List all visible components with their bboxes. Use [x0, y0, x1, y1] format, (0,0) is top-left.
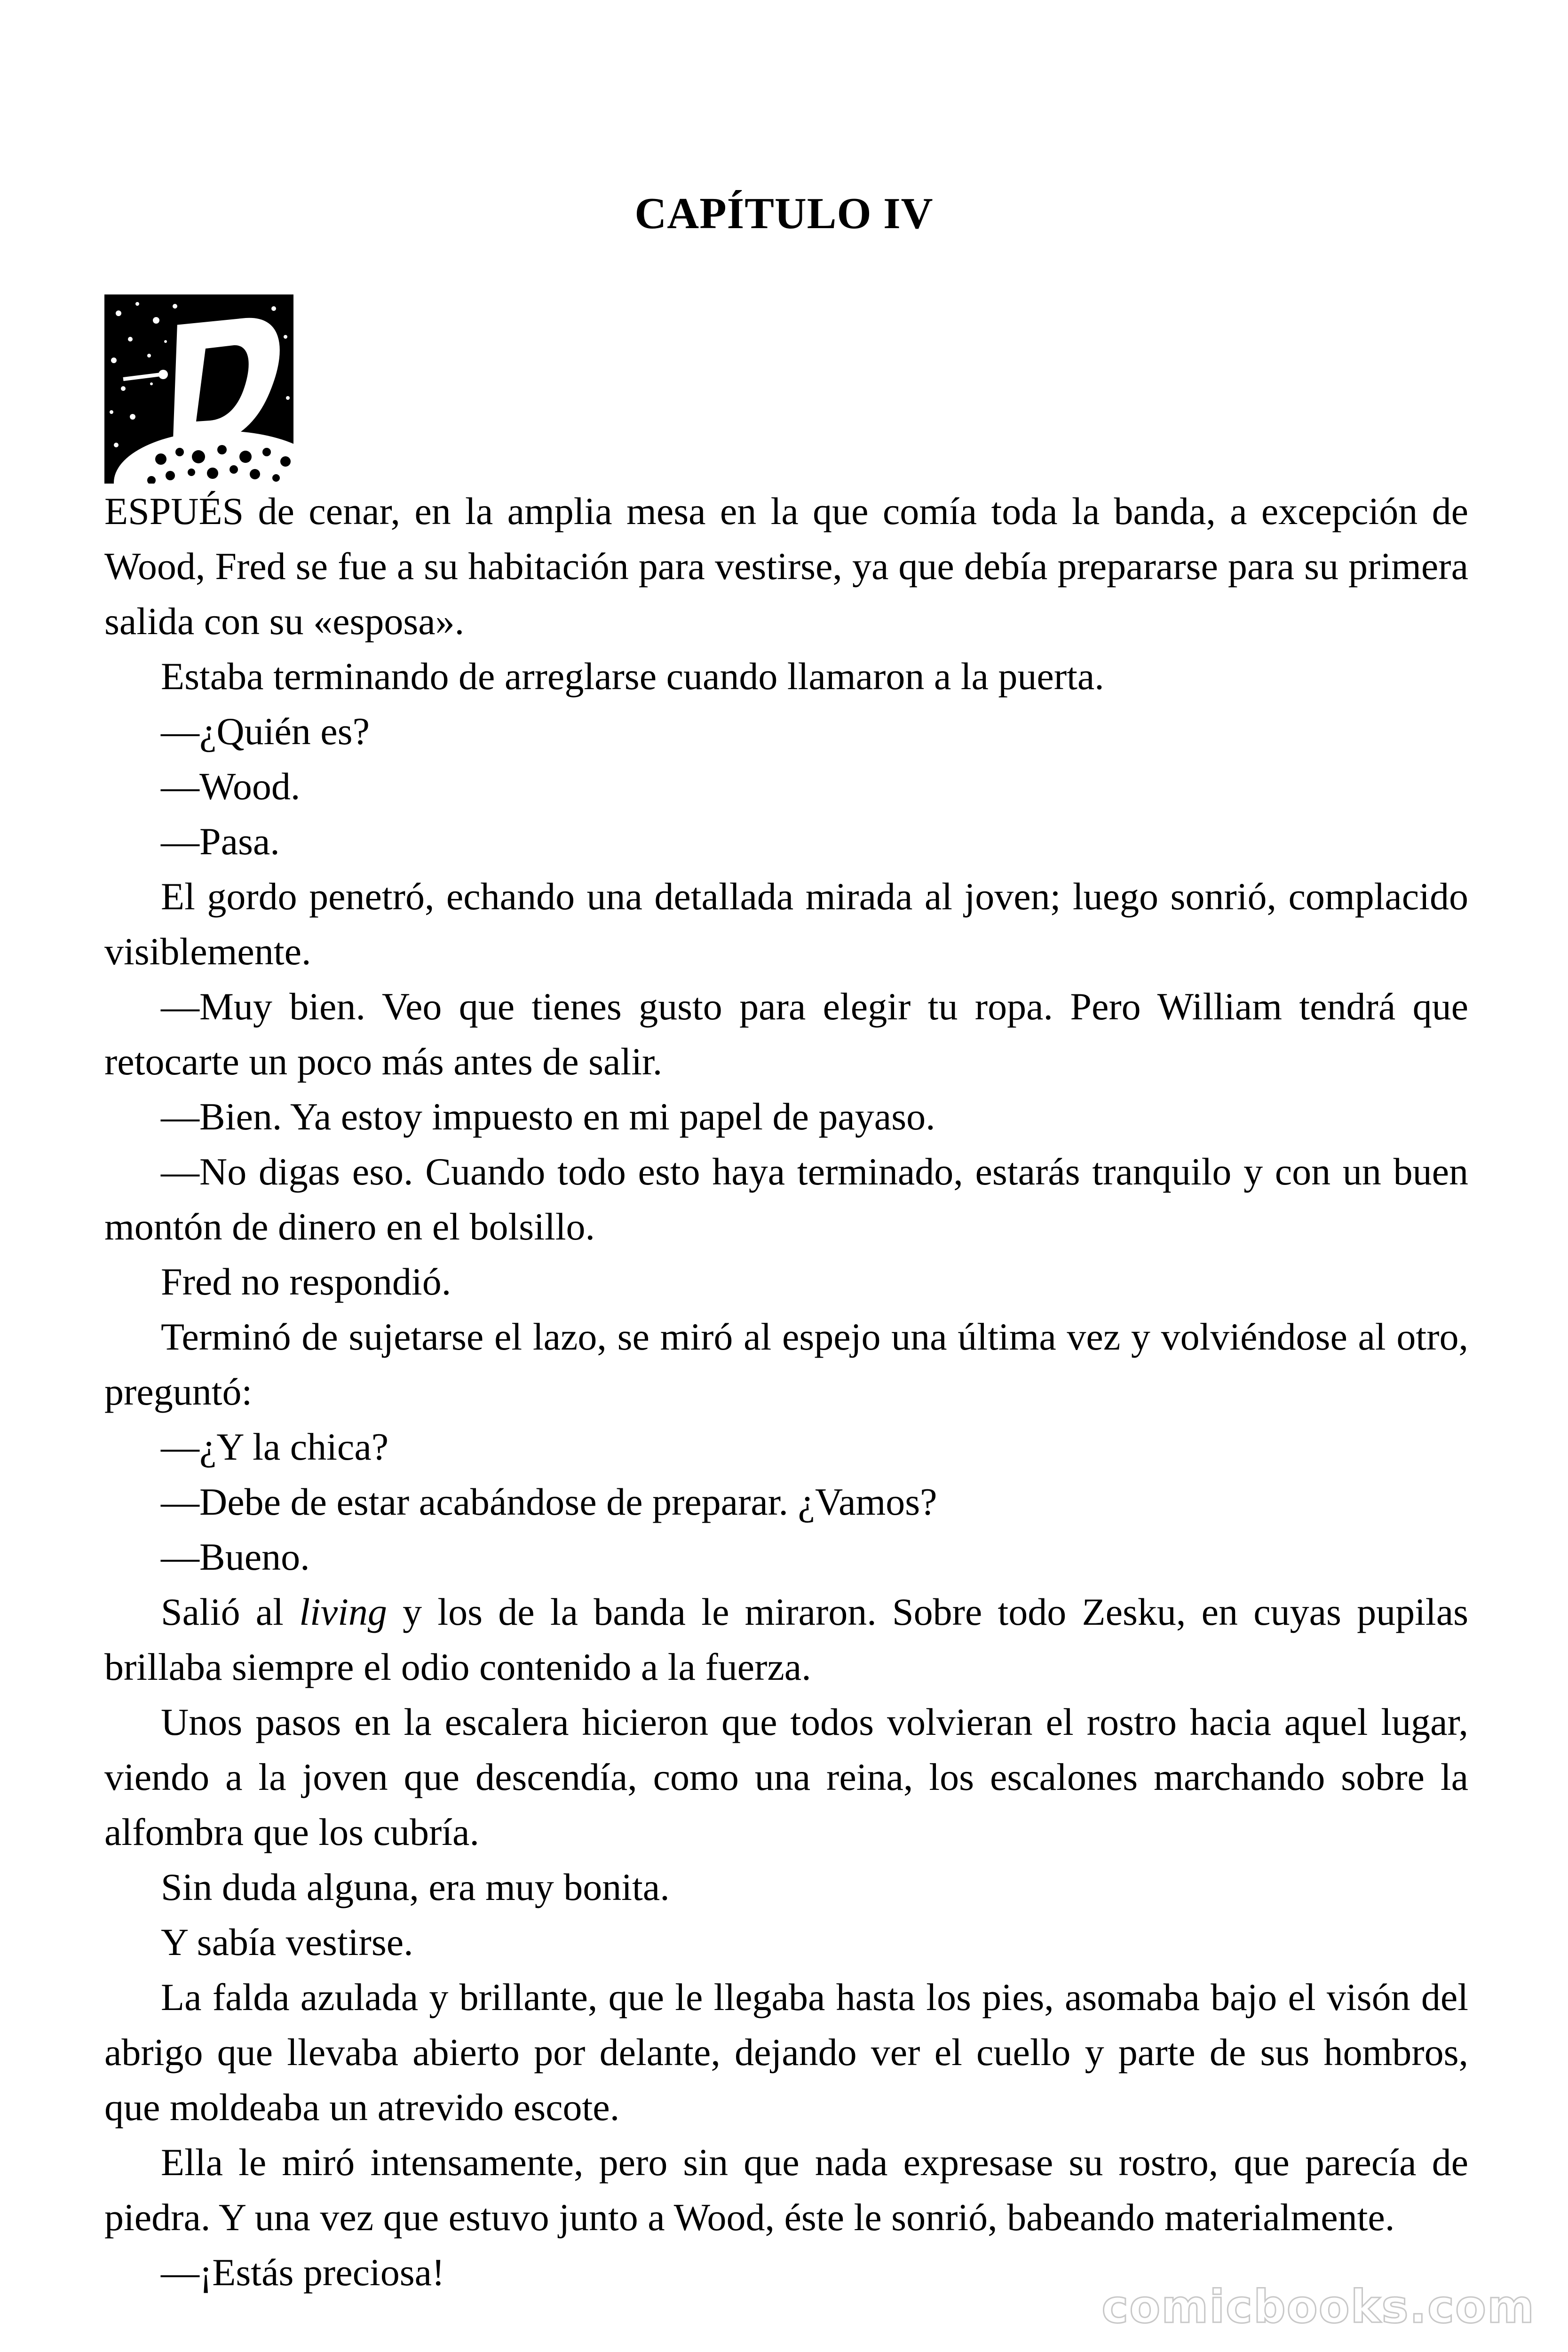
chapter-title: CAPÍTULO IV [634, 189, 934, 238]
paragraph: —Bueno. [161, 1535, 310, 1578]
paragraph: —¿Y la chica? [161, 1425, 389, 1468]
body-text [104, 484, 1468, 2300]
paragraph: —Bien. Ya estoy impuesto en mi papel de payaso. [161, 1095, 935, 1138]
living-after: y los de la banda le miraron. Sobre todo Zesku, en cuyas pupilas brillaba siempre el odio contenido a la fuerza. [104, 1590, 1469, 1688]
paragraph: Estaba terminando de arreglarse cuando llamaron a la puerta. [161, 655, 1104, 698]
paragraph: —Muy bien. Veo que tienes gusto para elegir tu ropa. Pero William tendrá que retocarte un poco más antes de salir. [104, 985, 1468, 1083]
paragraph: Fred no respondió. [161, 1260, 451, 1303]
paragraph: —Pasa. [161, 820, 280, 863]
paragraph: ESPUÉS de cenar, en la amplia mesa en la que comía toda la banda, a excepción de Wood, Fred se fue a su habitación para vestirse, ya que debía prepararse para su primera salida con su «esposa». [104, 490, 1468, 643]
paragraph: —¿Quién es? [161, 710, 370, 753]
paragraph: La falda azulada y brillante, que le llegaba hasta los pies, asomaba bajo el visón del abrigo que llevaba abierto por delante, dejando ver el cuello y parte de sus hombros, que moldeaba un atrevido escote. [104, 1976, 1468, 2129]
paragraph: Y sabía vestirse. [161, 1921, 413, 1963]
paragraph: El gordo penetró, echando una detallada mirada al joven; luego sonrió, complacido visiblemente. [104, 875, 1468, 973]
paragraph-living [104, 1584, 1468, 1694]
paragraph: —Wood. [161, 765, 301, 808]
paragraph: Terminó de sujetarse el lazo, se miró al espejo una última vez y volviéndose al otro, preguntó: [104, 1315, 1468, 1413]
living-before: Salió al [161, 1590, 300, 1633]
watermark-logo: comicbooks.com [1101, 2280, 1535, 2333]
living-italic: living [299, 1590, 387, 1633]
paragraph: Sin duda alguna, era muy bonita. [161, 1866, 670, 1908]
paragraph: Unos pasos en la escalera hicieron que todos volvieran el rostro hacia aquel lugar, viendo a la joven que descendía, como una reina, los escalones marchando sobre la alfombra que los cubría. [104, 1700, 1468, 1853]
paragraph: Ella le miró intensamente, pero sin que nada expresase su rostro, que parecía de piedra. Y una vez que estuvo junto a Wood, éste le sonrió, babeando materialmente. [104, 2141, 1468, 2239]
paragraph: —¡Estás preciosa! [161, 2251, 445, 2294]
paragraph: —Debe de estar acabándose de preparar. ¿Vamos? [161, 1480, 937, 1523]
dropcap-illustration [104, 294, 293, 484]
paragraph: —No digas eso. Cuando todo esto haya terminado, estarás tranquilo y con un buen montón de dinero en el bolsillo. [104, 1150, 1468, 1248]
